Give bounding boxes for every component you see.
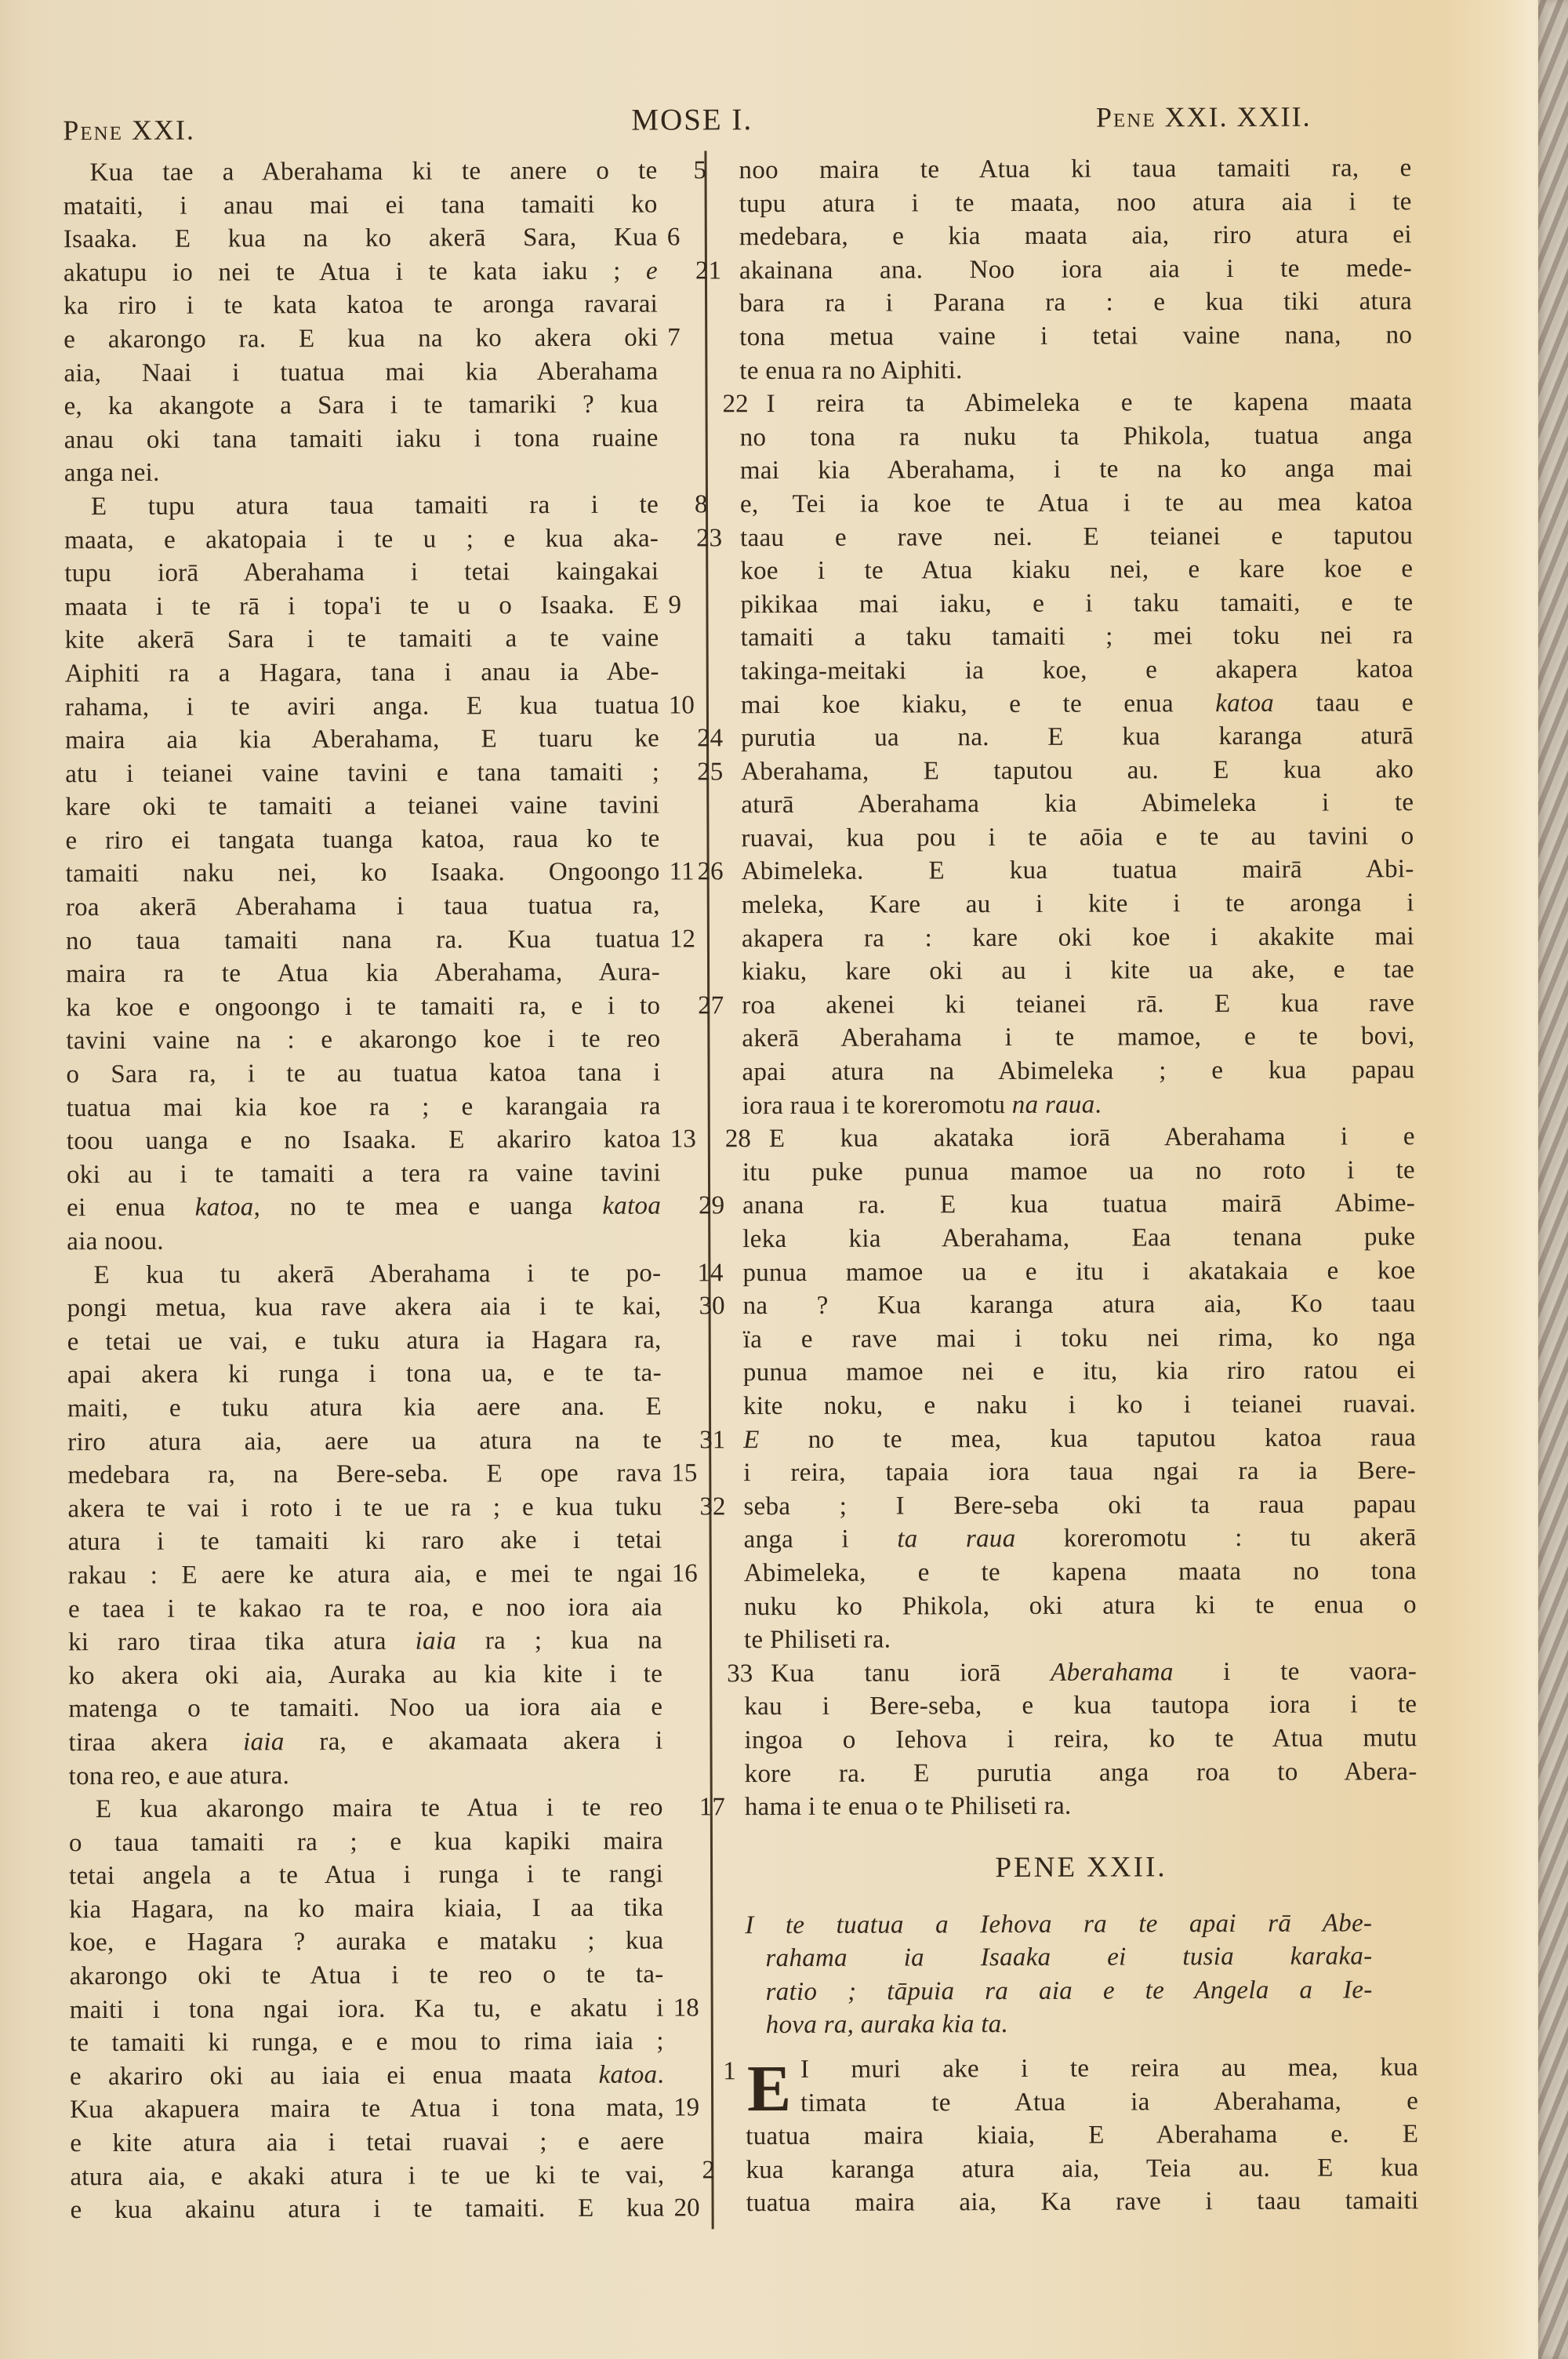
line-text: ingoa o Iehova i reira, ko te Atua mutu [744,1724,1417,1755]
line-text: atura aia, e akaki atura i te ue ki te vai, [70,2161,665,2191]
text-line [69,1791,725,1826]
text-line [69,1991,699,2026]
line-text: ka riro i te kata katoa te aronga ravarai [64,289,659,321]
line-text: mai koe kiaku, e te enua katoa taau e [740,688,1414,719]
text-line [741,786,1414,822]
line-text: o taua tamaiti ra ; e kua kapiki maira [68,1826,664,1857]
text-line [743,1354,1416,1390]
verse-number: 17 [699,1793,725,1822]
verse-number: 23 [696,523,723,552]
verse-number: 33 [727,1659,753,1688]
line-text: apai akera ki runga i tona ua, e te ta- [67,1358,662,1390]
line-text: e, ka akangote a Sara i te tamariki ? kua [64,390,659,421]
text-line [70,2158,664,2194]
text-line [64,522,659,557]
text-line [697,753,1414,789]
text-line [800,2085,1418,2120]
line-text: E no te mea, kua taputou katoa raua [743,1423,1417,1454]
line-text: toou uanga e no Isaaka. E akariro katoa [66,1125,661,1156]
text-line [699,1421,1417,1457]
verse-number: 27 [698,991,724,1020]
text-line [69,1824,663,1859]
verse-number: 12 [669,925,695,954]
line-text: atura i te tamaiti ki raro ake i tetai [67,1525,662,1557]
line-text: ïa e rave mai i toku nei rima, ko nga [742,1322,1416,1354]
text-line [740,485,1413,522]
text-line [64,322,681,357]
text-line [64,588,682,623]
text-line [740,552,1413,588]
verse-number: 5 [693,156,707,185]
line-text: anau oki tana tamaiti iaku i tona ruaine [64,423,659,454]
line-text: te tamaiti ki runga, e e mou to rima iaia ; [69,2026,664,2058]
text-line [64,421,659,456]
line-text: roa akerā Aberahama i taua tuatua ra, [65,891,660,922]
verse-number: 2 [702,2156,715,2185]
text-line [67,1190,661,1225]
line-text: hama i te enua o te Philiseti ra. [744,1791,1072,1822]
text-line [68,1590,662,1626]
text-line [66,1123,696,1158]
text-line [69,1925,663,1960]
verse-number: 32 [699,1492,726,1521]
text-line [64,689,695,724]
line-text: ko akera oki aia, Auraka au kia kite i te [68,1659,663,1690]
line-text: medebara ra, na Bere-seba. E ope rava [67,1459,662,1490]
line-text: leka kia Aberahama, Eaa tenana puke [742,1223,1416,1254]
text-line [67,1256,724,1292]
line-text: e tetai ue vai, e tuku atura ia Hagara ra, [67,1325,662,1356]
text-line [739,218,1412,254]
line-text: e taea i te kakao ra te roa, e noo iora aia [67,1593,662,1623]
verse-number: 14 [697,1258,724,1287]
chapter-heading: PENE XXII. [995,1850,1167,1884]
line-text: ruavai, kua pou i te aōia e te au tavini o [741,822,1414,853]
line-text: I muri ake i te reira au mea, kua [800,2053,1419,2084]
text-line [66,989,660,1024]
line-text: punua mamoe nei e itu, kia riro ratou ei [742,1356,1416,1387]
text-line [742,1087,1415,1123]
line-text: akainana ana. Noo iora aia i te mede- [739,253,1413,285]
running-head-right: Pene XXI. XXII. [1095,100,1312,133]
verse-number: 25 [697,757,724,787]
line-text: akatupu io nei te Atua i te kata iaku ; e [63,256,659,287]
line-text: rahama ia Isaaka ei tusia karaka- [765,1942,1373,1973]
text-line [745,1906,1372,1942]
line-text: tamaiti naku nei, ko Isaaka. Ongoongo [65,858,660,889]
text-line [696,519,1414,555]
line-text: ki raro tiraa tika atura iaia ra ; kua na [67,1626,663,1657]
text-line [70,2192,700,2227]
line-text: Kua akapuera maira te Atua i tona mata, [70,2093,665,2125]
text-line [699,1488,1417,1524]
line-text: atu i teianei vaine tavini e tana tamaiti ; [65,758,660,788]
line-text: Kua tanu iorā Aberahama i te vaora- [771,1656,1417,1688]
verse-number: 31 [699,1425,726,1454]
text-line [722,385,1413,421]
verse-number: 7 [667,323,681,352]
line-text: E kua tu akerā Aberahama i te po- [93,1259,662,1289]
verse-number: 10 [668,690,695,720]
line-text: aia noou. [67,1227,165,1256]
line-text: tupu iorā Aberahama i tetai kaingakai [64,557,659,588]
text-line [64,288,658,323]
text-line [67,1223,661,1259]
chapter-summary [745,1906,1373,2042]
text-line [742,1220,1415,1256]
text-line [66,956,660,991]
line-text: i reira, tapaia iora taua ngai ra ia Bere- [743,1456,1417,1488]
text-line [739,185,1412,221]
text-line [67,1557,698,1592]
line-text: e riro ei tangata tuanga katoa, raua ko te [65,824,660,856]
line-text: bara ra i Parana ra : e kua tiki atura [739,287,1413,318]
text-line [766,1973,1373,2008]
text-line [68,1724,662,1759]
line-text: Aiphiti ra a Hagara, tana i anau ia Abe- [64,657,659,689]
line-text: taau e rave nei. E teianei e taputou [740,521,1414,552]
line-text: e kite atura aia i tetai ruavai ; e aere [70,2127,665,2158]
verse-number: 29 [699,1191,725,1220]
text-line [65,922,695,958]
verse-number: 1 [723,2057,737,2086]
text-line [745,1788,1417,1824]
text-line [698,987,1415,1023]
text-line [66,1056,660,1092]
text-line [65,822,659,857]
text-line [70,2092,700,2127]
line-text: riro atura aia, aere ua atura na te [67,1426,662,1456]
line-text: aia, Naai i tuatua mai kia Aberahama [64,357,659,387]
line-text: seba ; I Bere-seba oki ta raua papau [743,1489,1417,1521]
verse-one-block [702,2051,1419,2220]
text-line [64,388,658,423]
text-line [68,1657,662,1692]
line-text: tavini vaine na : e akarongo koe i te reo [66,1024,661,1056]
line-text: E kua akataka iorā Aberahama i e [768,1122,1415,1154]
text-line [696,719,1414,755]
line-text: kore ra. E purutia anga roa to Abera- [744,1757,1417,1788]
text-line [702,2151,1419,2187]
line-text: akerā Aberahama i te mamoe, e te bovi, [742,1022,1415,1053]
text-line [69,1858,663,1893]
text-line [744,1588,1417,1624]
line-text: medebara, e kia maata aia, riro atura ei [739,220,1412,252]
text-line [70,2125,664,2161]
text-line [739,151,1411,187]
verse-number: 16 [671,1559,698,1588]
verse-number: 30 [699,1292,725,1321]
verse-number: 26 [697,857,724,886]
line-text: matenga o te tamaiti. Noo ua iora aia e [68,1692,663,1724]
verse-number: 21 [695,256,722,285]
text-line [68,1691,662,1726]
text-line [67,1390,662,1426]
line-text: no tona ra nuku ta Phikola, tuatua anga [739,420,1413,452]
text-line [67,1423,662,1459]
line-text: akarongo oki te Atua i te reo o te ta- [69,1960,664,1991]
text-line [724,1120,1415,1156]
line-text: akera te vai i roto i te ue ra ; e kua tuku [67,1492,662,1523]
text-line [69,1891,663,1926]
line-text: nuku ko Phikola, oki atura ki te enua o [743,1590,1417,1621]
text-line [67,1490,662,1525]
line-text: e akariro oki au iaia ei enua maata katoa. [69,2060,665,2092]
line-text: tuatua mai kia koe ra ; e karangaia ra [66,1092,661,1122]
line-text: tetai angela a te Atua i runga i te rangi [69,1859,664,1891]
line-text: oki au i te tamaiti a tera ra vaine tavini [66,1158,662,1190]
text-line [67,1357,662,1392]
drop-cap: E [746,2052,792,2126]
text-line [745,1755,1417,1791]
running-head-title: MOSE I. [631,103,753,137]
verse-number: 22 [722,390,749,419]
text-line [64,455,659,490]
line-text: ei enua katoa, no te mea e uanga katoa [67,1191,662,1223]
line-text: akapera ra : kare oki koe i akakite mai [741,921,1414,953]
text-line [67,1323,662,1358]
text-line [68,1524,662,1559]
text-line [743,1387,1416,1423]
verse-number: 24 [696,724,724,753]
text-line [69,1958,663,1994]
line-text: timata te Atua ia Aberahama, e [800,2086,1419,2117]
text-line [727,1655,1417,1691]
line-text: pikikaa mai iaku, e i taku tamaiti, e te [740,587,1414,619]
text-line [697,853,1414,889]
verse-number: 9 [668,591,682,620]
line-text: roa akenei ki teianei rā. E kua rave [742,989,1415,1020]
text-line [739,285,1412,322]
text-line [65,856,695,891]
text-line [741,686,1414,722]
line-text: I te tuatua a Iehova ra te apai rā Abe- [745,1909,1373,1939]
line-text: maira ra te Atua kia Aberahama, Aura- [66,958,661,989]
running-head-left: Pene XXI. [63,114,196,147]
text-line [742,920,1414,956]
text-line [740,586,1413,622]
text-line [63,221,681,256]
text-line [69,1757,663,1793]
line-text: kiaku, kare oki au i kite ua ake, e tae [742,955,1415,987]
line-text: rakau : E aere ke atura aia, e mei te ngai [67,1559,662,1590]
text-line [64,488,708,523]
text-line [66,1023,660,1058]
text-line [64,254,658,289]
line-text: Abimeleka. E kua tuatua mairā Abi- [741,855,1414,886]
line-text: te enua ra no Aiphiti. [739,355,963,385]
text-line [65,755,659,791]
line-text: E kua akarongo maira te Atua i te reo [95,1793,663,1824]
text-line [741,820,1414,856]
verse-number: 11 [669,857,695,886]
text-line [63,154,707,190]
text-line [742,1254,1415,1290]
line-text: kau i Bere-seba, e kua tautopa iora i te [744,1690,1417,1721]
line-text: ka koe e ongoongo i te tamaiti ra, e i to [66,991,661,1023]
text-line [741,652,1414,689]
line-text: e kua akainu atura i te tamaiti. E kua [70,2194,665,2225]
text-line [67,1156,661,1191]
text-line [68,1624,662,1659]
text-line [742,953,1414,989]
text-line [744,1721,1417,1757]
line-text: tona reo, e aue atura. [68,1761,290,1790]
line-text: purutia ua na. E kua karanga aturā [740,722,1414,753]
text-line [740,419,1413,455]
line-text: meleka, Kare au i kite i te aronga i [741,889,1414,920]
text-line [742,1020,1414,1056]
line-text: mataiti, i anau mai ei tana tamaiti ko [63,190,658,220]
line-text: kia Hagara, na ko maira kiaia, I aa tika [69,1893,664,1925]
text-line [695,252,1413,288]
line-text: tuatua maira aia, Ka rave i taau tamaiti [746,2186,1419,2218]
line-text: koe, e Hagara ? auraka e mataku ; kua [69,1927,664,1957]
line-text: noo maira te Atua ki taua tamaiti ra, e [739,154,1412,185]
text-line [70,2058,664,2093]
text-line [65,655,659,690]
text-line [800,2051,1418,2086]
text-line [65,789,659,824]
text-line [67,1290,661,1325]
text-line [742,886,1414,922]
text-line [744,1521,1417,1558]
text-line [64,187,658,223]
line-text: kare oki te tamaiti a teianei vaine tavini [65,791,660,822]
line-text: e akarongo ra. E kua na ko akera oki [64,323,659,354]
line-text: tona metua vaine i tetai vaine nana, no [739,321,1413,352]
verse-number: 8 [694,490,708,519]
line-text: itu puke punua mamoe ua no roto i te [742,1156,1416,1187]
line-text: maata i te rā i topa'i te u o Isaaka. E [64,591,659,621]
text-line [744,1554,1417,1590]
text-line [66,889,660,925]
line-text: takinga-meitaki ia koe, e akapera katoa [740,655,1414,686]
line-text: anga nei. [64,459,160,488]
verse-number: 19 [673,2093,700,2122]
line-text: aturā Aberahama kia Abimeleka i te [741,788,1414,820]
line-text: tiraa akera iaia ra, e akamaata akera i [68,1726,663,1757]
text-line [739,318,1412,354]
text-line [699,1287,1416,1323]
text-line [743,1454,1416,1490]
line-text: kua karanga atura aia, Teia au. E kua [746,2154,1419,2185]
text-line [742,1053,1414,1089]
line-text: e, Tei ia koe te Atua i te au mea katoa [739,488,1414,519]
text-line [699,1187,1416,1223]
verse-number: 15 [671,1459,698,1488]
line-text: mai kia Aberahama, i te na ko anga mai [739,454,1413,485]
text-line [65,722,659,758]
line-text: maiti i tona ngai iora. Ka tu, e akatu i [69,1994,664,2024]
line-text: maira aia kia Aberahama, E tuaru ke [64,724,660,755]
line-text: pongi metua, kua rave akera aia i te kai, [67,1292,662,1323]
line-text: Aberahama, E taputou au. E kua ako [741,754,1414,786]
line-text: o Sara ra, i te au tuatua katoa tana i [66,1058,661,1089]
verse-number: 18 [673,1994,699,2023]
line-text: apai atura na Abimeleka ; e kua papau [742,1056,1415,1087]
line-text: Abimeleka, e te kapena maata no tona [743,1557,1417,1588]
text-line [742,1154,1415,1190]
text-line [70,2025,664,2060]
text-line [65,622,659,657]
text-line [744,1688,1417,1724]
line-text: maata, e akatopaia i te u ; e kua aka- [64,524,659,554]
text-line [740,453,1413,489]
text-line [67,1457,698,1492]
text-line [67,1089,661,1125]
line-text: anga i ta raua koreromotu : tu akerā [743,1523,1417,1554]
line-text: tuatua maira kiaia, E Aberahama e. E [746,2120,1419,2151]
text-line [64,354,658,390]
text-line [64,555,659,591]
line-text: E tupu atura taua tamaiti ra i te [90,490,659,522]
line-text: te Philiseti ra. [743,1625,891,1655]
verse-number: 6 [666,223,681,252]
line-text: kite noku, e naku i ko i teianei ruavai. [742,1390,1417,1421]
line-text: koe i te Atua kiaku nei, e kare koe e [740,554,1414,586]
text-line [746,2117,1418,2154]
text-line [765,1940,1372,1976]
line-text: I reira ta Abimeleka e te kapena maata [766,387,1413,419]
line-text: hova ra, auraka kia ta. [765,2010,1009,2040]
text-line [746,2185,1418,2221]
line-text: Isaaka. E kua na ko akerā Sara, Kua [63,223,658,254]
text-line [739,352,1412,388]
line-text: Kua tae a Aberahama ki te anere o te [89,156,658,187]
line-text: punua mamoe ua e itu i akatakaia e koe [742,1256,1416,1287]
line-text: rahama, i te aviri anga. E kua tuatua [64,691,659,722]
line-text: kite akerā Sara i te tamaiti a te vaine [64,623,659,655]
text-line [744,1621,1417,1657]
line-text: no taua tamaiti nana ra. Kua tuatua [65,925,660,955]
line-text: maiti, e tuku atura kia aere ana. E [67,1392,662,1423]
verse-number: 20 [673,2194,700,2223]
verse-number: 13 [670,1125,696,1154]
line-text: tupu atura i te maata, noo atura aia i te [739,187,1412,218]
text-line [766,2007,1373,2042]
text-line [741,620,1414,656]
line-text: na ? Kua karanga atura aia, Ko taau [742,1289,1416,1321]
text-line [743,1321,1416,1357]
line-text: ratio ; tāpuia ra aia e te Angela a Ie- [765,1976,1373,2006]
line-text: tamaiti a taku tamaiti ; mei toku nei ra [740,621,1414,652]
verse-number: 28 [724,1125,751,1154]
line-text: anana ra. E kua tuatua mairā Abime- [742,1189,1416,1220]
line-text: iora raua i te koreromotu na raua. [742,1090,1102,1120]
